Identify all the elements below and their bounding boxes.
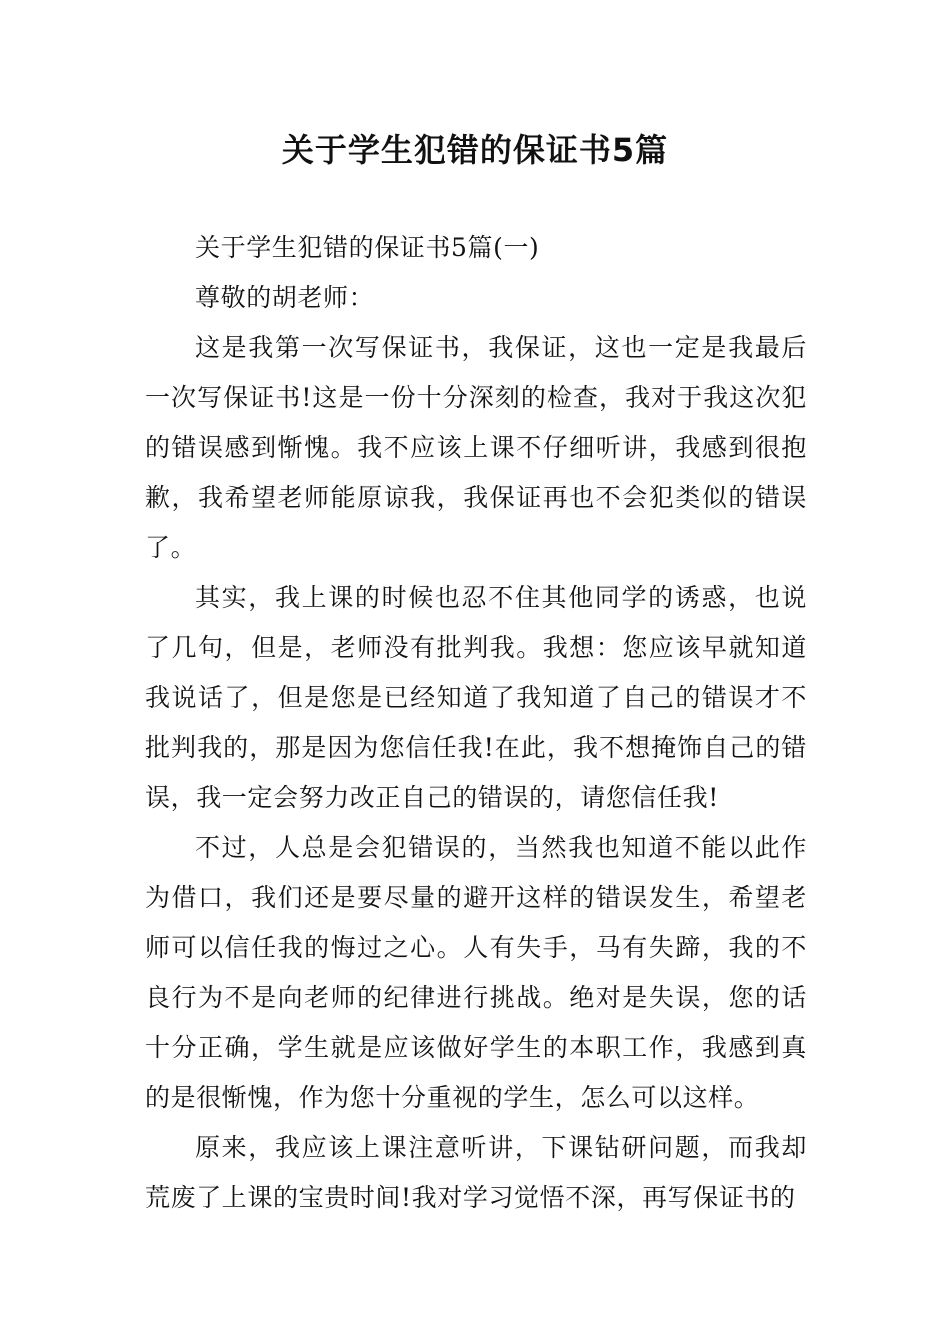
paragraph: 这是我第一次写保证书，我保证，这也一定是我最后一次写保证书!这是一份十分深刻的检查，我对于我这次犯的错误感到惭愧。我不应该上课不仔细听讲，我感到很抱歉，我希望老师能原谅我，我保证再也不会犯类似的错误了。 (145, 333, 807, 562)
paragraph: 不过，人总是会犯错误的，当然我也知道不能以此作为借口，我们还是要尽量的避开这样的错误发生，希望老师可以信任我的悔过之心。人有失手，马有失蹄，我的不良行为不是向老师的纪律进行挑战。绝对是失误，您的话十分正确，学生就是应该做好学生的本职工作，我感到真的是很惭愧，作为您十分重视的学生，怎么可以这样。 (145, 833, 807, 1112)
document-title: 关于学生犯错的保证书5篇 (281, 131, 669, 169)
document-subtitle: 关于学生犯错的保证书5篇(一) (195, 233, 540, 262)
paragraph: 其实，我上课的时候也忍不住其他同学的诱惑，也说了几句，但是，老师没有批判我。我想：您应该早就知道我说话了，但是您是已经知道了我知道了自己的错误才不批判我的，那是因为您信任我!在此，我不想掩饰自己的错误，我一定会努力改正自己的错误的，请您信任我! (145, 583, 807, 812)
paragraph: 原来，我应该上课注意听讲，下课钻研问题，而我却荒废了上课的宝贵时间!我对学习觉悟不深，再写保证书的 (145, 1133, 807, 1212)
salutation: 尊敬的胡老师： (195, 283, 375, 312)
document-body (145, 223, 807, 1223)
